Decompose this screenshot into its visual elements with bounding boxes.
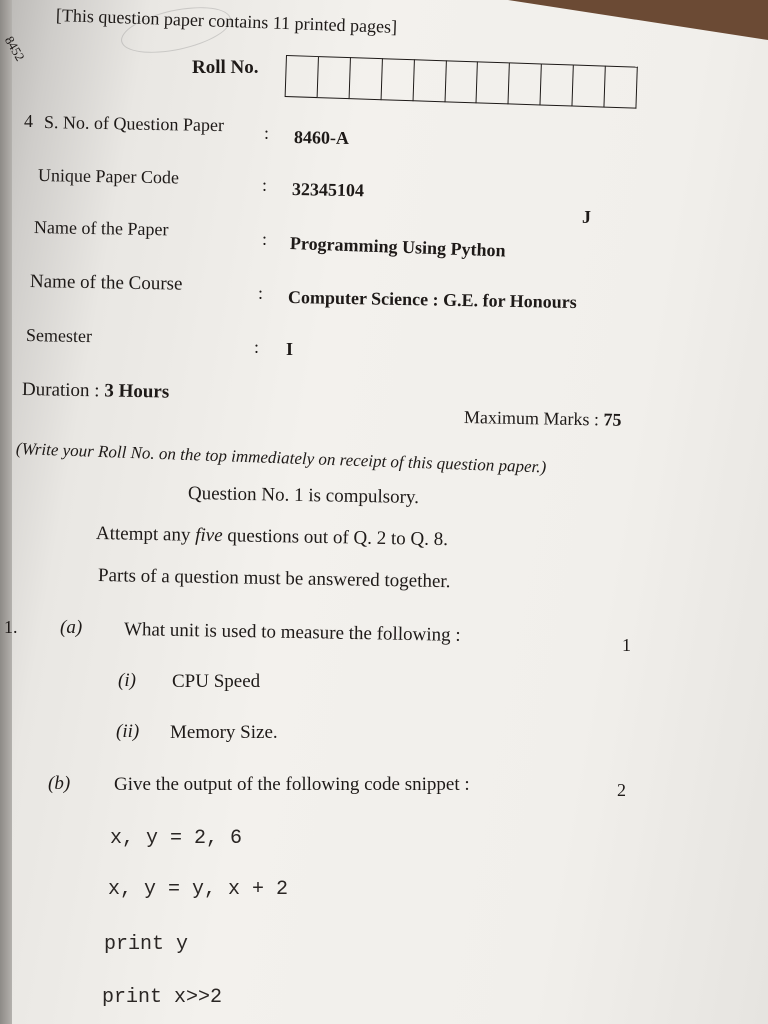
roll-no-label: Roll No. <box>192 57 259 78</box>
question-1b-label: (b) <box>48 773 71 794</box>
question-1b-marks: 2 <box>617 780 626 800</box>
roll-box[interactable] <box>573 65 606 108</box>
code-line: x, y = 2, 6 <box>110 827 243 850</box>
roll-box[interactable] <box>509 62 542 105</box>
question-1a-item-text: Memory Size. <box>170 722 278 743</box>
duration-value: 3 Hours <box>104 380 170 403</box>
roll-note: (Write your Roll No. on the top immediately on receipt of this question paper.) <box>15 439 547 477</box>
duration-row <box>22 380 170 402</box>
attempt-pre: Attempt any <box>95 523 191 546</box>
roll-box[interactable] <box>604 66 637 109</box>
code-line: print x>>2 <box>102 986 223 1009</box>
question-1a-item-label: (ii) <box>116 721 140 742</box>
duration-label: Duration : <box>21 379 100 402</box>
roll-number-boxes[interactable] <box>285 55 638 109</box>
semester-label: Semester <box>25 325 93 347</box>
roll-box[interactable] <box>541 63 574 106</box>
max-marks-row <box>464 408 622 429</box>
code-line: print y <box>104 933 189 956</box>
code-line: x, y = y, x + 2 <box>108 878 289 901</box>
page-corner <box>508 0 768 40</box>
paper-name-value: Programming Using Python <box>289 233 506 261</box>
upc-value: 32345104 <box>291 179 365 201</box>
max-marks-label: Maximum Marks : <box>463 407 600 430</box>
question-1a-text: What unit is used to measure the following : <box>123 619 461 646</box>
binding-margin <box>0 0 12 1024</box>
roll-box[interactable] <box>317 56 350 99</box>
course-label: Name of the Course <box>29 271 183 295</box>
course-value: Computer Science : G.E. for Honours <box>287 287 577 313</box>
question-1a-item-text: CPU Speed <box>172 671 261 692</box>
upc-colon: : <box>262 175 268 195</box>
question-1a-label: (a) <box>60 617 83 638</box>
semester-value: I <box>286 339 294 359</box>
question-1b-text: Give the output of the following code snippet : <box>114 774 470 795</box>
roll-box[interactable] <box>349 57 382 100</box>
attempt-post: questions out of Q. 2 to Q. 8. <box>227 525 449 551</box>
parts-note: Parts of a question must be answered together. <box>97 565 451 593</box>
paper-name-label: Name of the Paper <box>33 217 169 240</box>
course-colon: : <box>258 283 264 303</box>
compulsory-note: Question No. 1 is compulsory. <box>187 483 420 509</box>
paper-set: J <box>582 207 591 227</box>
roll-box[interactable] <box>285 55 319 98</box>
question-1a-marks: 1 <box>622 635 631 655</box>
row-number: 4 <box>24 111 33 131</box>
roll-box[interactable] <box>445 60 478 103</box>
sno-value: 8460-A <box>293 127 350 148</box>
sno-label: S. No. of Question Paper <box>43 112 225 136</box>
side-code: 8452 <box>1 33 28 64</box>
roll-box[interactable] <box>381 58 414 101</box>
attempt-note <box>96 524 448 549</box>
roll-box[interactable] <box>477 61 510 104</box>
printed-pages-note: [This question paper contains 11 printed pages] <box>55 5 398 37</box>
question-1-number: 1. <box>4 617 18 637</box>
sno-colon: : <box>264 123 270 143</box>
roll-box[interactable] <box>413 59 446 102</box>
upc-label: Unique Paper Code <box>37 165 180 188</box>
max-marks-value: 75 <box>603 409 622 430</box>
attempt-word: five <box>195 524 223 547</box>
paper-name-colon: : <box>262 229 268 249</box>
semester-colon: : <box>254 337 260 357</box>
question-1a-item-label: (i) <box>118 670 136 691</box>
